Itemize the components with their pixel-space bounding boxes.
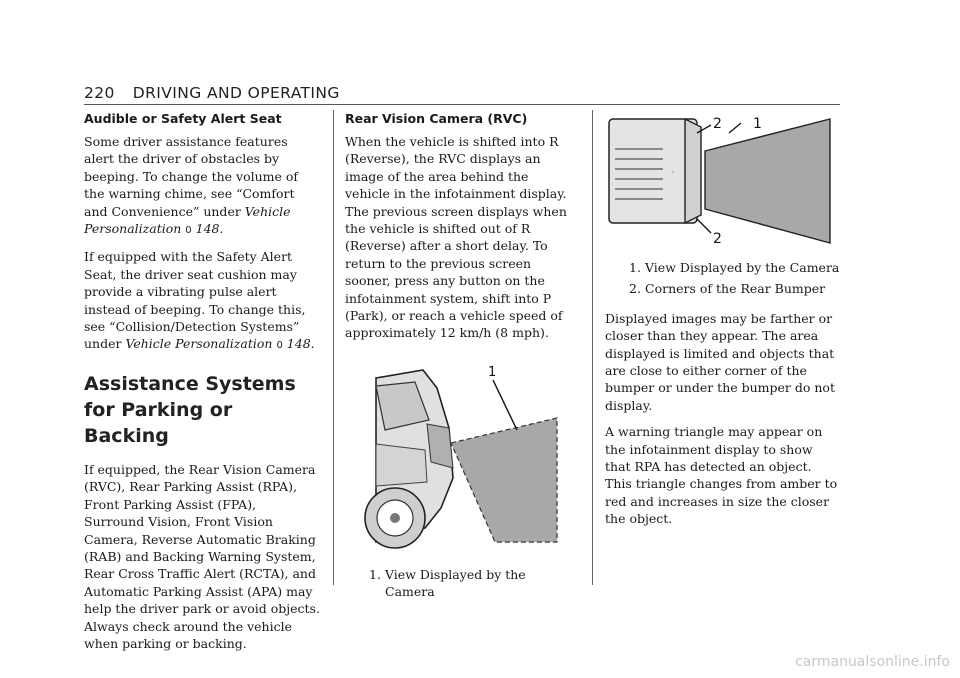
bumper-corner-figure [605,111,841,251]
section-heading: Assistance Systems for Parking or Backing [84,372,296,447]
caption-text: View Displayed by the Camera [385,566,526,600]
paragraph-assistance: If equipped, the Rear Vision Camera (RVC), Rear Parking Assist (RPA), Front Parking Assist (FPA), Surround Vision, Front Vision Camera, Reverse Automatic Braking (RAB) and Backing Warning System, Rear Cross Traffic Alert (RCTA), and Automatic Parking Assist (APA) may help the driver park or avoid objects. Always check around the vehicle when parking or backing. [84,461,320,651]
link-vehicle-personalization[interactable]: Vehicle Personalization [84,203,291,237]
callout-number-view: 1 [753,116,762,132]
svg-text:◦: ◦ [671,169,676,177]
column-3 [605,111,841,537]
page-header [84,84,840,104]
rear-camera-view-figure [345,358,577,558]
paragraph-warning-triangle: A warning triangle may appear on the infotainment display to show that RPA has detected an object. This triangle changes from amber to red and increases in size the closer the object. [605,424,838,527]
link-vehicle-personalization[interactable]: Vehicle Personalization [125,336,273,352]
heading-audible-alert: Audible or Safety Alert Seat [84,111,282,126]
paragraph-end: . [310,336,315,352]
caption-number: 1. [629,260,641,275]
caption-number: 1. [369,566,381,582]
callout-number-corner-bottom: 2 [713,231,722,247]
page-ref-icon: 0 [276,340,283,352]
column-2 [345,111,577,613]
page-ref-number[interactable]: 148 [195,221,220,237]
section-title: DRIVING AND OPERATING [132,84,340,102]
paragraph-text: Some driver assistance features alert the driver of obstacles by beeping. To change the volume of the warning chime, see “Comfort and Convenience” under [84,134,299,219]
caption-number: 2. [629,281,641,297]
paragraph-safety-seat [84,248,320,354]
page-ref-number[interactable]: 148 [286,336,311,352]
column-divider-1 [333,110,334,585]
watermark: carmanualsonline.info [795,654,950,670]
vehicle-top-view [609,119,697,223]
camera-view-area [705,119,830,243]
callout-number: 1 [488,364,497,380]
paragraph-audible [84,133,320,239]
caption-text: View Displayed by the Camera [645,260,840,275]
callout-number-corner-top: 2 [713,116,722,132]
paragraph-displayed-images: Displayed images may be farther or closer than they appear. The area displayed is limited and objects that are close to either corner of the bumper or under the bumper do not display. [605,310,835,413]
heading-rvc: Rear Vision Camera (RVC) [345,111,528,126]
caption-list [605,259,841,298]
caption-list [345,566,577,601]
caption-text: Corners of the Rear Bumper [645,281,826,297]
paragraph-text: If equipped with the Safety Alert Seat, the driver seat cushion may provide a vibrating pulse alert instead of beeping. To change this, see “Collision/Detection Systems” under [84,249,306,352]
column-divider-2 [592,110,593,585]
caption-item [605,280,841,297]
page-ref-icon: 0 [185,225,192,237]
paragraph-end: . [219,221,224,237]
caption-item [605,259,841,276]
column-1 [84,111,320,661]
header-rule [84,104,840,105]
paragraph-rvc: When the vehicle is shifted into R (Reverse), the RVC displays an image of the area behind the vehicle in the infotainment display. The previous screen displays when the vehicle is shifted out of R (Reverse) after a short delay. To return to the previous screen sooner, press any button on the infotainment system, shift into P (Park), or reach a vehicle speed of approximately 12 km/h (8 mph). [345,134,567,341]
page-number: 220 [84,84,115,102]
caption-item [345,566,577,601]
